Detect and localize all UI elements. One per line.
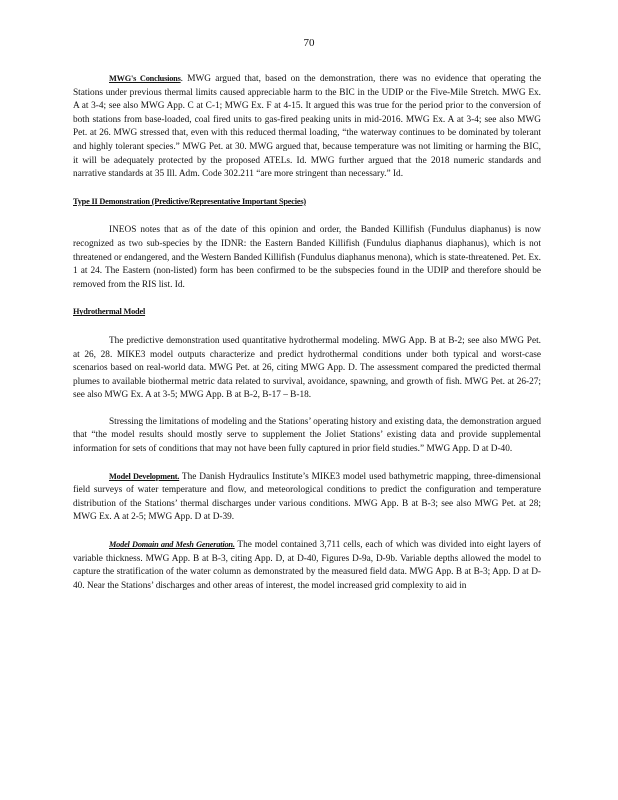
model-development-paragraph — [73, 470, 541, 525]
hydrothermal-heading-line — [73, 305, 541, 320]
hydrothermal-paragraph-1: The predictive demonstration used quantitative hydrothermal modeling. MWG App. B at B-2; see also MWG Pet. at 26, 28. MIKE3 model outputs characterize and predict hydrothermal conditions under both typical and worst-case scenarios based on real-world data. MWG Pet. at 26, citing MWG App. D. The assessment compared the predicted thermal plumes to available biothermal metric data related to survival, avoidance, spawning, and growth of fish. MWG Pet. at 26-27; see also MWG Ex. A at 3-5; MWG App. B at B-2, B-17 – B-18. — [73, 335, 541, 401]
hydrothermal-paragraph-2: Stressing the limitations of modeling and the Stations’ operating history and existing data, the demonstration argued that “the model results should mostly serve to supplement the Joliet Stations’ existing data and provide supplemental information for sets of conditions that may not have been fully captured in prior field studies.” MWG App. D at D-40. — [73, 416, 541, 455]
model-development-heading: Model Development. — [109, 471, 180, 481]
mwg-conclusions-text: . MWG argued that, based on the demonstration, there was no evidence that operating the Stations under previous thermal limits caused appreciable harm to the BIC in the UDIP or the Five-Mile Stretch. MWG Ex. A at 3-4; see also MWG App. C at C-1; MWG Ex. F at 4-15. It argued this was true for the period prior to the conversion of both stations from base-loaded, coal fired units to gas-fired peaking units in mid-2016. MWG Ex. A at 3-4; see also MWG Pet. at 26. MWG stressed that, even with this reduced thermal loading, “the waterway continues to be dominated by tolerant and highly tolerant species.” MWG Pet. at 30. MWG argued that, because temperature was not limiting or harming the BIC, it will be adequately protected by the proposed ATELs. Id. MWG further argued that the 2018 numeric standards and narrative standards at 35 Ill. Adm. Code 302.211 “are more stringent than necessary.” Id. — [73, 74, 542, 180]
type-ii-heading-line — [73, 195, 541, 210]
type-ii-paragraph: INEOS notes that as of the date of this opinion and order, the Banded Killifish (Fundulus diaphanus) is now recognized as two sub-species by the IDNR: the Eastern Banded Killifish (Fundulus diaphanus diaphanus), which is not threatened or endangered, and the Western Banded Killifish (Fundulus diaphanus menona), which is state-threatened. Pet. Ex. 1 at 24. The Eastern (non-listed) form has been confirmed to be the subspecies found in the UDIP and therefore should be removed from the RIS list. Id. — [73, 225, 541, 290]
page-number: 70 — [303, 37, 315, 49]
model-development-text: The Danish Hydraulics Institute’s MIKE3 model used bathymetric mapping, three-dimensional field surveys of water temperature and flow, and meteorological conditions to predict the configuration and temperature distribution of the Stations’ thermal discharges under various conditions. MWG App. B at B-3; see also MWG Pet. at 28; MWG Ex. A at 2-5; MWG App. D at D-39. — [73, 471, 541, 523]
type-ii-heading: Type II Demonstration (Predictive/Representative Important Species) — [73, 196, 306, 206]
hydrothermal-model-heading: Hydrothermal Model — [73, 307, 146, 317]
mwg-conclusions-heading: MWG's Conclusions — [109, 74, 181, 83]
document-body — [73, 72, 541, 593]
model-domain-heading: Model Domain and Mesh Generation. — [109, 540, 235, 550]
mwg-conclusions-paragraph — [73, 72, 541, 182]
model-domain-text: The model contained 3,711 cells, each of which was divided into eight layers of variable thickness. MWG App. B at B-3, citing App. D, at D-40, Figures D-9a, D-9b. Variable depths allowed the model to capture the stratification of the water column as demonstrated by the measured field data. MWG App. B at B-3; App. D at D-40. Near the Stations’ discharges and other areas of interest, the model increased grid complexity to aid in — [73, 540, 541, 591]
model-domain-paragraph — [73, 538, 541, 593]
